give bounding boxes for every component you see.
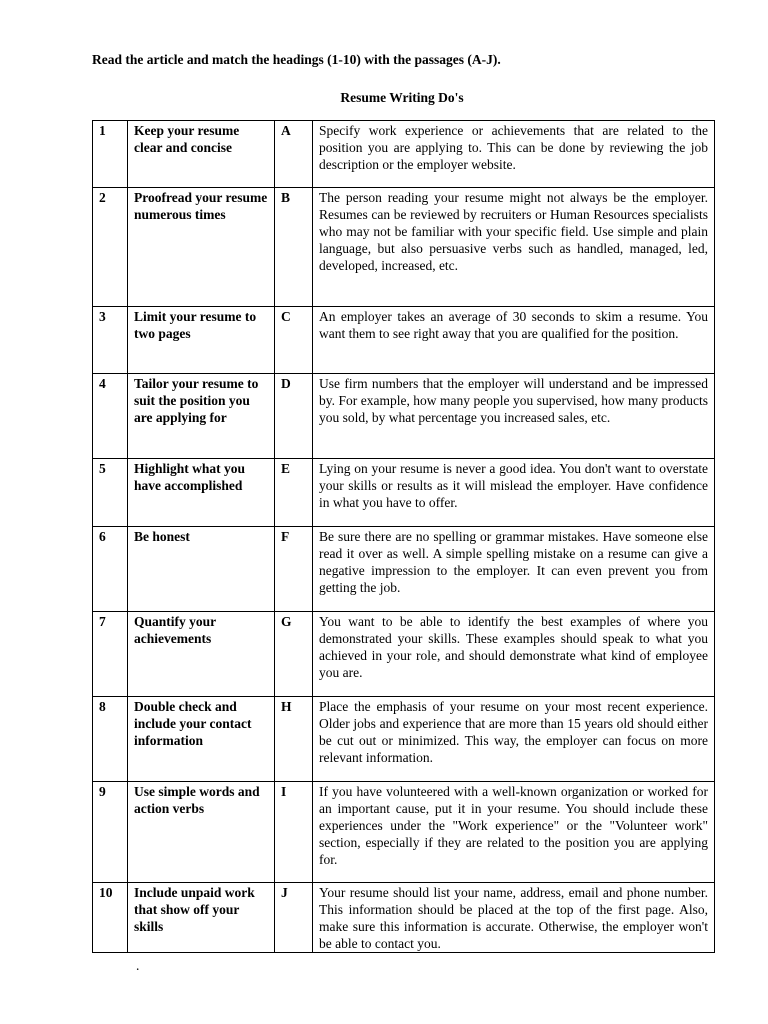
heading-number: 6 <box>93 527 128 612</box>
heading-number: 5 <box>93 459 128 527</box>
passage-text: Your resume should list your name, address, email and phone number. This information should be placed at the top of the first page. Also, make sure this information is accurate. Otherwise, the employer won't be able to contact you. <box>313 883 715 953</box>
heading-number: 9 <box>93 782 128 883</box>
table-row <box>93 121 715 188</box>
passage-text: Be sure there are no spelling or grammar mistakes. Have someone else read it over as well. A simple spelling mistake on a resume can give a negative impression to the employer. It can even prevent you from getting the job. <box>313 527 715 612</box>
passage-letter: J <box>275 883 313 953</box>
table-row <box>93 527 715 612</box>
table-row <box>93 782 715 883</box>
passage-letter: H <box>275 697 313 782</box>
heading-number: 4 <box>93 374 128 459</box>
heading-number: 7 <box>93 612 128 697</box>
trailing-mark: . <box>136 958 140 973</box>
document-title: Resume Writing Do's <box>340 90 464 105</box>
heading-text: Double check and include your contact information <box>128 697 275 782</box>
heading-text: Tailor your resume to suit the position you are applying for <box>128 374 275 459</box>
passage-text: Place the emphasis of your resume on your most recent experience. Older jobs and experience that are more than 15 years old should either be cut out or minimized. This way, the employer can focus on more relevant information. <box>313 697 715 782</box>
table-row <box>93 697 715 782</box>
table-row <box>93 612 715 697</box>
table-row <box>93 459 715 527</box>
passage-letter: C <box>275 307 313 374</box>
heading-text: Keep your resume clear and concise <box>128 121 275 188</box>
heading-number: 8 <box>93 697 128 782</box>
table-row <box>93 374 715 459</box>
passage-letter: E <box>275 459 313 527</box>
heading-text: Quantify your achievements <box>128 612 275 697</box>
heading-number: 3 <box>93 307 128 374</box>
passage-letter: I <box>275 782 313 883</box>
heading-number: 2 <box>93 188 128 307</box>
matching-table <box>92 120 715 953</box>
passage-text: The person reading your resume might not always be the employer. Resumes can be reviewed by recruiters or Human Resources specialists who may not be familiar with your specific field. Use simple and plain language, but also persuasive verbs such as handled, managed, led, developed, increased, etc. <box>313 188 715 307</box>
instructions: Read the article and match the headings (1-10) with the passages (A-J). <box>92 52 501 67</box>
passage-letter: F <box>275 527 313 612</box>
passage-text: Lying on your resume is never a good idea. You don't want to overstate your skills or results as it will mislead the employer. Have confidence in what you have to offer. <box>313 459 715 527</box>
passage-text: If you have volunteered with a well-known organization or worked for an important cause, put it in your resume. You should include these experiences under the "Work experience" or the "Volunteer work" section, especially if they are related to the position you are applying for. <box>313 782 715 883</box>
heading-number: 10 <box>93 883 128 953</box>
heading-text: Include unpaid work that show off your skills <box>128 883 275 953</box>
passage-text: You want to be able to identify the best examples of where you demonstrated your skills. These examples should speak to what you achieved in your role, and should demonstrate what kind of employee you are. <box>313 612 715 697</box>
passage-letter: G <box>275 612 313 697</box>
heading-text: Limit your resume to two pages <box>128 307 275 374</box>
table-row <box>93 188 715 307</box>
table-row <box>93 883 715 953</box>
heading-text: Proofread your resume numerous times <box>128 188 275 307</box>
passage-text: Specify work experience or achievements that are related to the position you are applying to. This can be done by reviewing the job description or the employer website. <box>313 121 715 188</box>
passage-text: Use firm numbers that the employer will understand and be impressed by. For example, how many people you supervised, how many products you sold, by what percentage you increased sales, etc. <box>313 374 715 459</box>
passage-text: An employer takes an average of 30 seconds to skim a resume. You want them to see right away that you are qualified for the position. <box>313 307 715 374</box>
passage-letter: B <box>275 188 313 307</box>
heading-text: Be honest <box>128 527 275 612</box>
passage-letter: D <box>275 374 313 459</box>
passage-letter: A <box>275 121 313 188</box>
heading-text: Highlight what you have accomplished <box>128 459 275 527</box>
heading-text: Use simple words and action verbs <box>128 782 275 883</box>
heading-number: 1 <box>93 121 128 188</box>
table-row <box>93 307 715 374</box>
